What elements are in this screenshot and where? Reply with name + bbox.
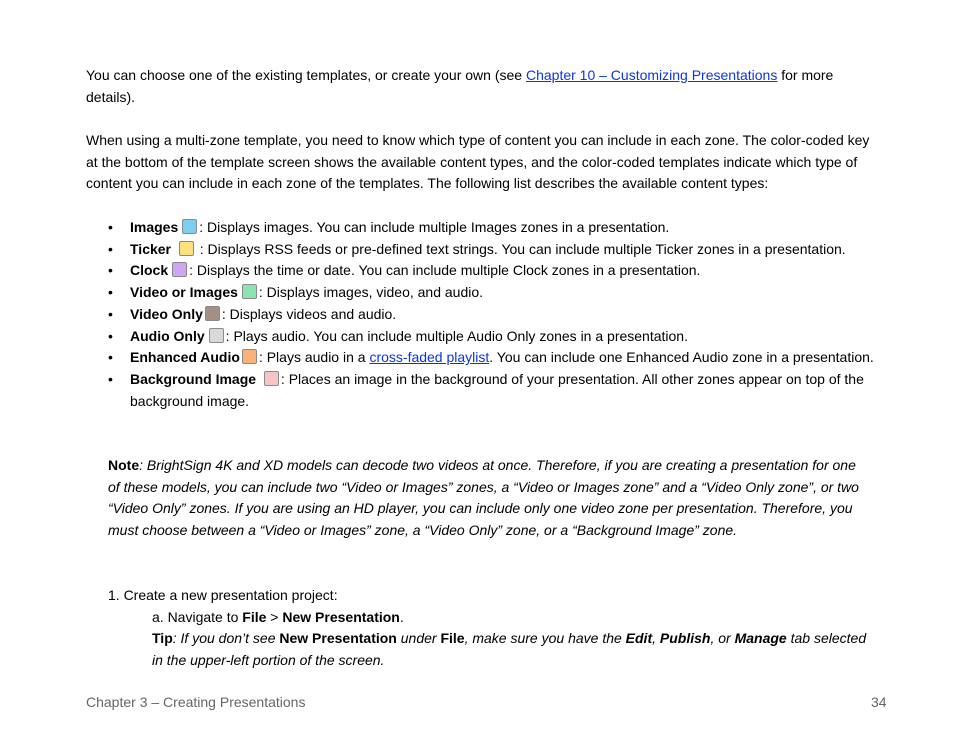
item-name: Audio Only — [130, 327, 205, 344]
tip-new-presentation: New Presentation — [279, 630, 397, 646]
cross-faded-playlist-link[interactable]: cross-faded playlist — [369, 349, 490, 366]
tip-manage: Manage — [734, 630, 787, 646]
tip-publish: Publish — [659, 630, 711, 646]
tip-paragraph — [152, 628, 872, 671]
tip-label: Tip — [152, 630, 173, 646]
zone-paragraph: When using a multi-zone template, you need to know which type of content you can include in each zone. The color-coded key at the bottom of the template screen shows the available content types, and the color-coded templates indicate which type of content you can include in each zone of the templates. The following list describes the available content types: — [86, 132, 870, 192]
item-name: Clock — [130, 262, 169, 279]
tip-text: , or — [710, 630, 735, 646]
intro-text: You can choose one of the existing templates, or create your own (see — [86, 67, 526, 83]
file-menu-label: File — [242, 609, 267, 625]
note-text: : BrightSign 4K and XD models can decode two videos at once. Therefore, if you are creating a presentation for one of these models, you can include two “Video or Images” zones, a “Video or Images zone” and a “Video Only zone”, or two “Video Only” zones. If you are using an HD player, you can include only one video zone per presentation. Therefore, you must choose between a “Video or Images” zone, a “Video Only” zone, or a “Background Image” zone. — [108, 457, 859, 539]
step-1a — [152, 607, 404, 629]
list-item-images — [108, 217, 878, 239]
item-desc: : Displays RSS feeds or pre-defined text strings. You can include multiple Ticker zones in a presentation. — [199, 240, 846, 257]
list-item-background-image — [108, 369, 878, 412]
item-desc: : Displays videos and audio. — [221, 305, 397, 322]
item-name: Ticker — [130, 240, 171, 257]
tip-text: tab selected in the upper-left portion of the screen. — [152, 630, 867, 668]
ticker-swatch — [179, 241, 194, 256]
item-desc: : Places an image in the background of your presentation. All other zones appear on top of the background image. — [130, 370, 864, 409]
item-desc: : Displays images, video, and audio. — [258, 284, 484, 301]
images-swatch — [182, 219, 197, 234]
new-presentation-label: New Presentation — [282, 609, 400, 625]
enhanced-audio-swatch — [242, 349, 257, 364]
clock-swatch — [172, 262, 187, 277]
note-label: Note — [108, 457, 140, 473]
video-only-swatch — [205, 306, 220, 321]
background-image-swatch — [264, 371, 279, 386]
video-or-images-swatch — [242, 284, 257, 299]
list-item-video-or-images — [108, 282, 878, 304]
item-name: Enhanced Audio — [130, 349, 240, 366]
item-name: Video or Images — [130, 284, 238, 301]
footer-chapter: Chapter 3 – Creating Presentations — [86, 694, 306, 710]
tip-text: , make sure you have the — [464, 630, 626, 646]
intro-paragraph — [86, 65, 871, 108]
tip-text: : If you don’t see — [172, 630, 280, 646]
list-item-clock — [108, 260, 878, 282]
substep-prefix: a. Navigate to — [152, 609, 243, 625]
item-desc: : Plays audio. You can include multiple Audio Only zones in a presentation. — [225, 327, 688, 344]
item-desc: : Displays images. You can include multiple Images zones in a presentation. — [199, 219, 670, 235]
tip-text: , — [652, 630, 660, 646]
list-item-enhanced-audio — [108, 347, 878, 369]
list-item-audio-only — [108, 326, 878, 348]
step-1: 1. Create a new presentation project: — [108, 587, 338, 603]
item-desc-end: . You can include one Enhanced Audio zone in a presentation. — [489, 349, 874, 366]
tip-file: File — [440, 630, 465, 646]
note-paragraph — [108, 455, 868, 542]
chapter-10-link[interactable]: Chapter 10 – Customizing Presentations — [525, 67, 778, 83]
separator: > — [266, 609, 283, 625]
tip-text: under — [396, 630, 441, 646]
item-name: Images — [130, 219, 179, 235]
item-desc: : Plays audio in a — [258, 349, 370, 366]
content-type-list — [108, 217, 878, 412]
footer-page-number: 34 — [871, 694, 887, 710]
list-item-ticker — [108, 239, 878, 261]
tip-edit: Edit — [625, 630, 653, 646]
period: . — [399, 609, 404, 625]
intro-text-end: for more details). — [86, 67, 834, 105]
item-desc: : Displays the time or date. You can include multiple Clock zones in a presentation. — [189, 262, 701, 279]
item-name: Video Only — [130, 305, 203, 322]
audio-only-swatch — [209, 328, 224, 343]
item-name: Background Image — [130, 370, 257, 387]
list-item-video-only — [108, 304, 878, 326]
